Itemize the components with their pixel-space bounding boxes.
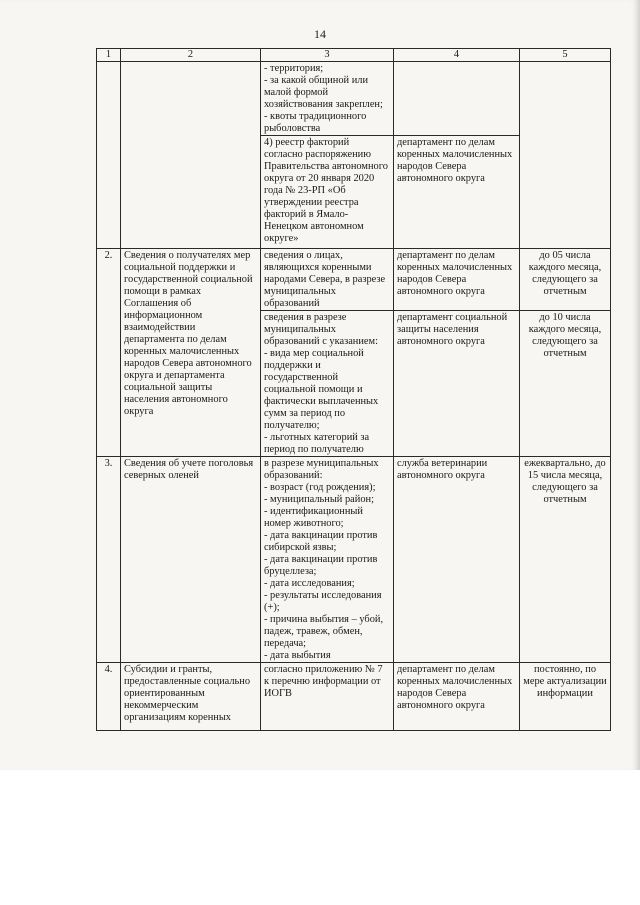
cell-frequency: постоянно, по мере актуализации информации xyxy=(520,663,611,731)
row-number: 3. xyxy=(97,457,121,663)
cell-name: Субсидии и гранты, предоставленные социально ориентированным некоммерческим организациям коренных xyxy=(121,663,261,731)
cell-empty xyxy=(121,62,261,249)
cell-content: согласно приложению № 7 к перечню информации от ИОГВ xyxy=(261,663,394,731)
cell-content: сведения о лицах, являющихся коренными народами Севера, в разрезе муниципальных образований xyxy=(261,249,394,311)
table-row xyxy=(97,663,611,731)
column-header: 1 xyxy=(97,49,121,62)
row-number: 4. xyxy=(97,663,121,731)
table-row xyxy=(97,249,611,311)
column-header: 3 xyxy=(261,49,394,62)
cell-frequency: ежеквартально, до 15 числа месяца, следующего за отчетным xyxy=(520,457,611,663)
cell-responsible: департамент по делам коренных малочисленных народов Севера автономного округа xyxy=(394,663,520,731)
column-header: 4 xyxy=(394,49,520,62)
page-number: 14 xyxy=(314,27,326,41)
cell-name: Сведения о получателях мер социальной поддержки и государственной социальной помощи в рамках Соглашения об информационном взаимодействии департамента по делам коренных малочисленных народов Севера автономного округа и департамента социальной защиты населения автономного округа xyxy=(121,249,261,457)
cell-content: в разрезе муниципальных образований: - возраст (год рождения); - муниципальный район; - идентификационный номер животного; - дата вакцинации против сибирской язвы; - дата вакцинации против бруцеллеза; - дата исследования; - результаты исследования (+); - причина выбытия – убой, падеж, травеж, обмен, передача; - дата выбытия xyxy=(261,457,394,663)
cell-responsible: департамент по делам коренных малочисленных народов Севера автономного округа xyxy=(394,249,520,311)
column-header: 2 xyxy=(121,49,261,62)
table-header-row xyxy=(97,49,611,62)
cell-empty xyxy=(394,62,520,136)
data-table xyxy=(96,48,611,731)
cell-content: 4) реестр факторий согласно распоряжению Правительства автономного округа от 20 января 2020 года № 23-РП «Об утверждении реестра факторий в Ямало-Ненецком автономном округе» xyxy=(261,136,394,249)
column-header: 5 xyxy=(520,49,611,62)
cell-responsible: департамент по делам коренных малочисленных народов Севера автономного округа xyxy=(394,136,520,249)
cell-empty xyxy=(520,62,611,249)
cell-name: Сведения об учете поголовья северных оленей xyxy=(121,457,261,663)
cell-content: сведения в разрезе муниципальных образований с указанием: - вида мер социальной поддержки и государственной социальной помощи и фактически выплаченных сумм за период по получателю; - льготных категорий за период по получателю xyxy=(261,311,394,457)
table-row xyxy=(97,62,611,136)
cell-responsible: департамент социальной защиты населения автономного округа xyxy=(394,311,520,457)
cell-frequency: до 05 числа каждого месяца, следующего за отчетным xyxy=(520,249,611,311)
cell-content: - территория; - за какой общиной или малой формой хозяйствования закреплен; - квоты традиционного рыболовства xyxy=(261,62,394,136)
cell-responsible: служба ветеринарии автономного округа xyxy=(394,457,520,663)
cell-empty xyxy=(97,62,121,249)
cell-frequency: до 10 числа каждого месяца, следующего за отчетным xyxy=(520,311,611,457)
row-number: 2. xyxy=(97,249,121,457)
table-row xyxy=(97,457,611,663)
